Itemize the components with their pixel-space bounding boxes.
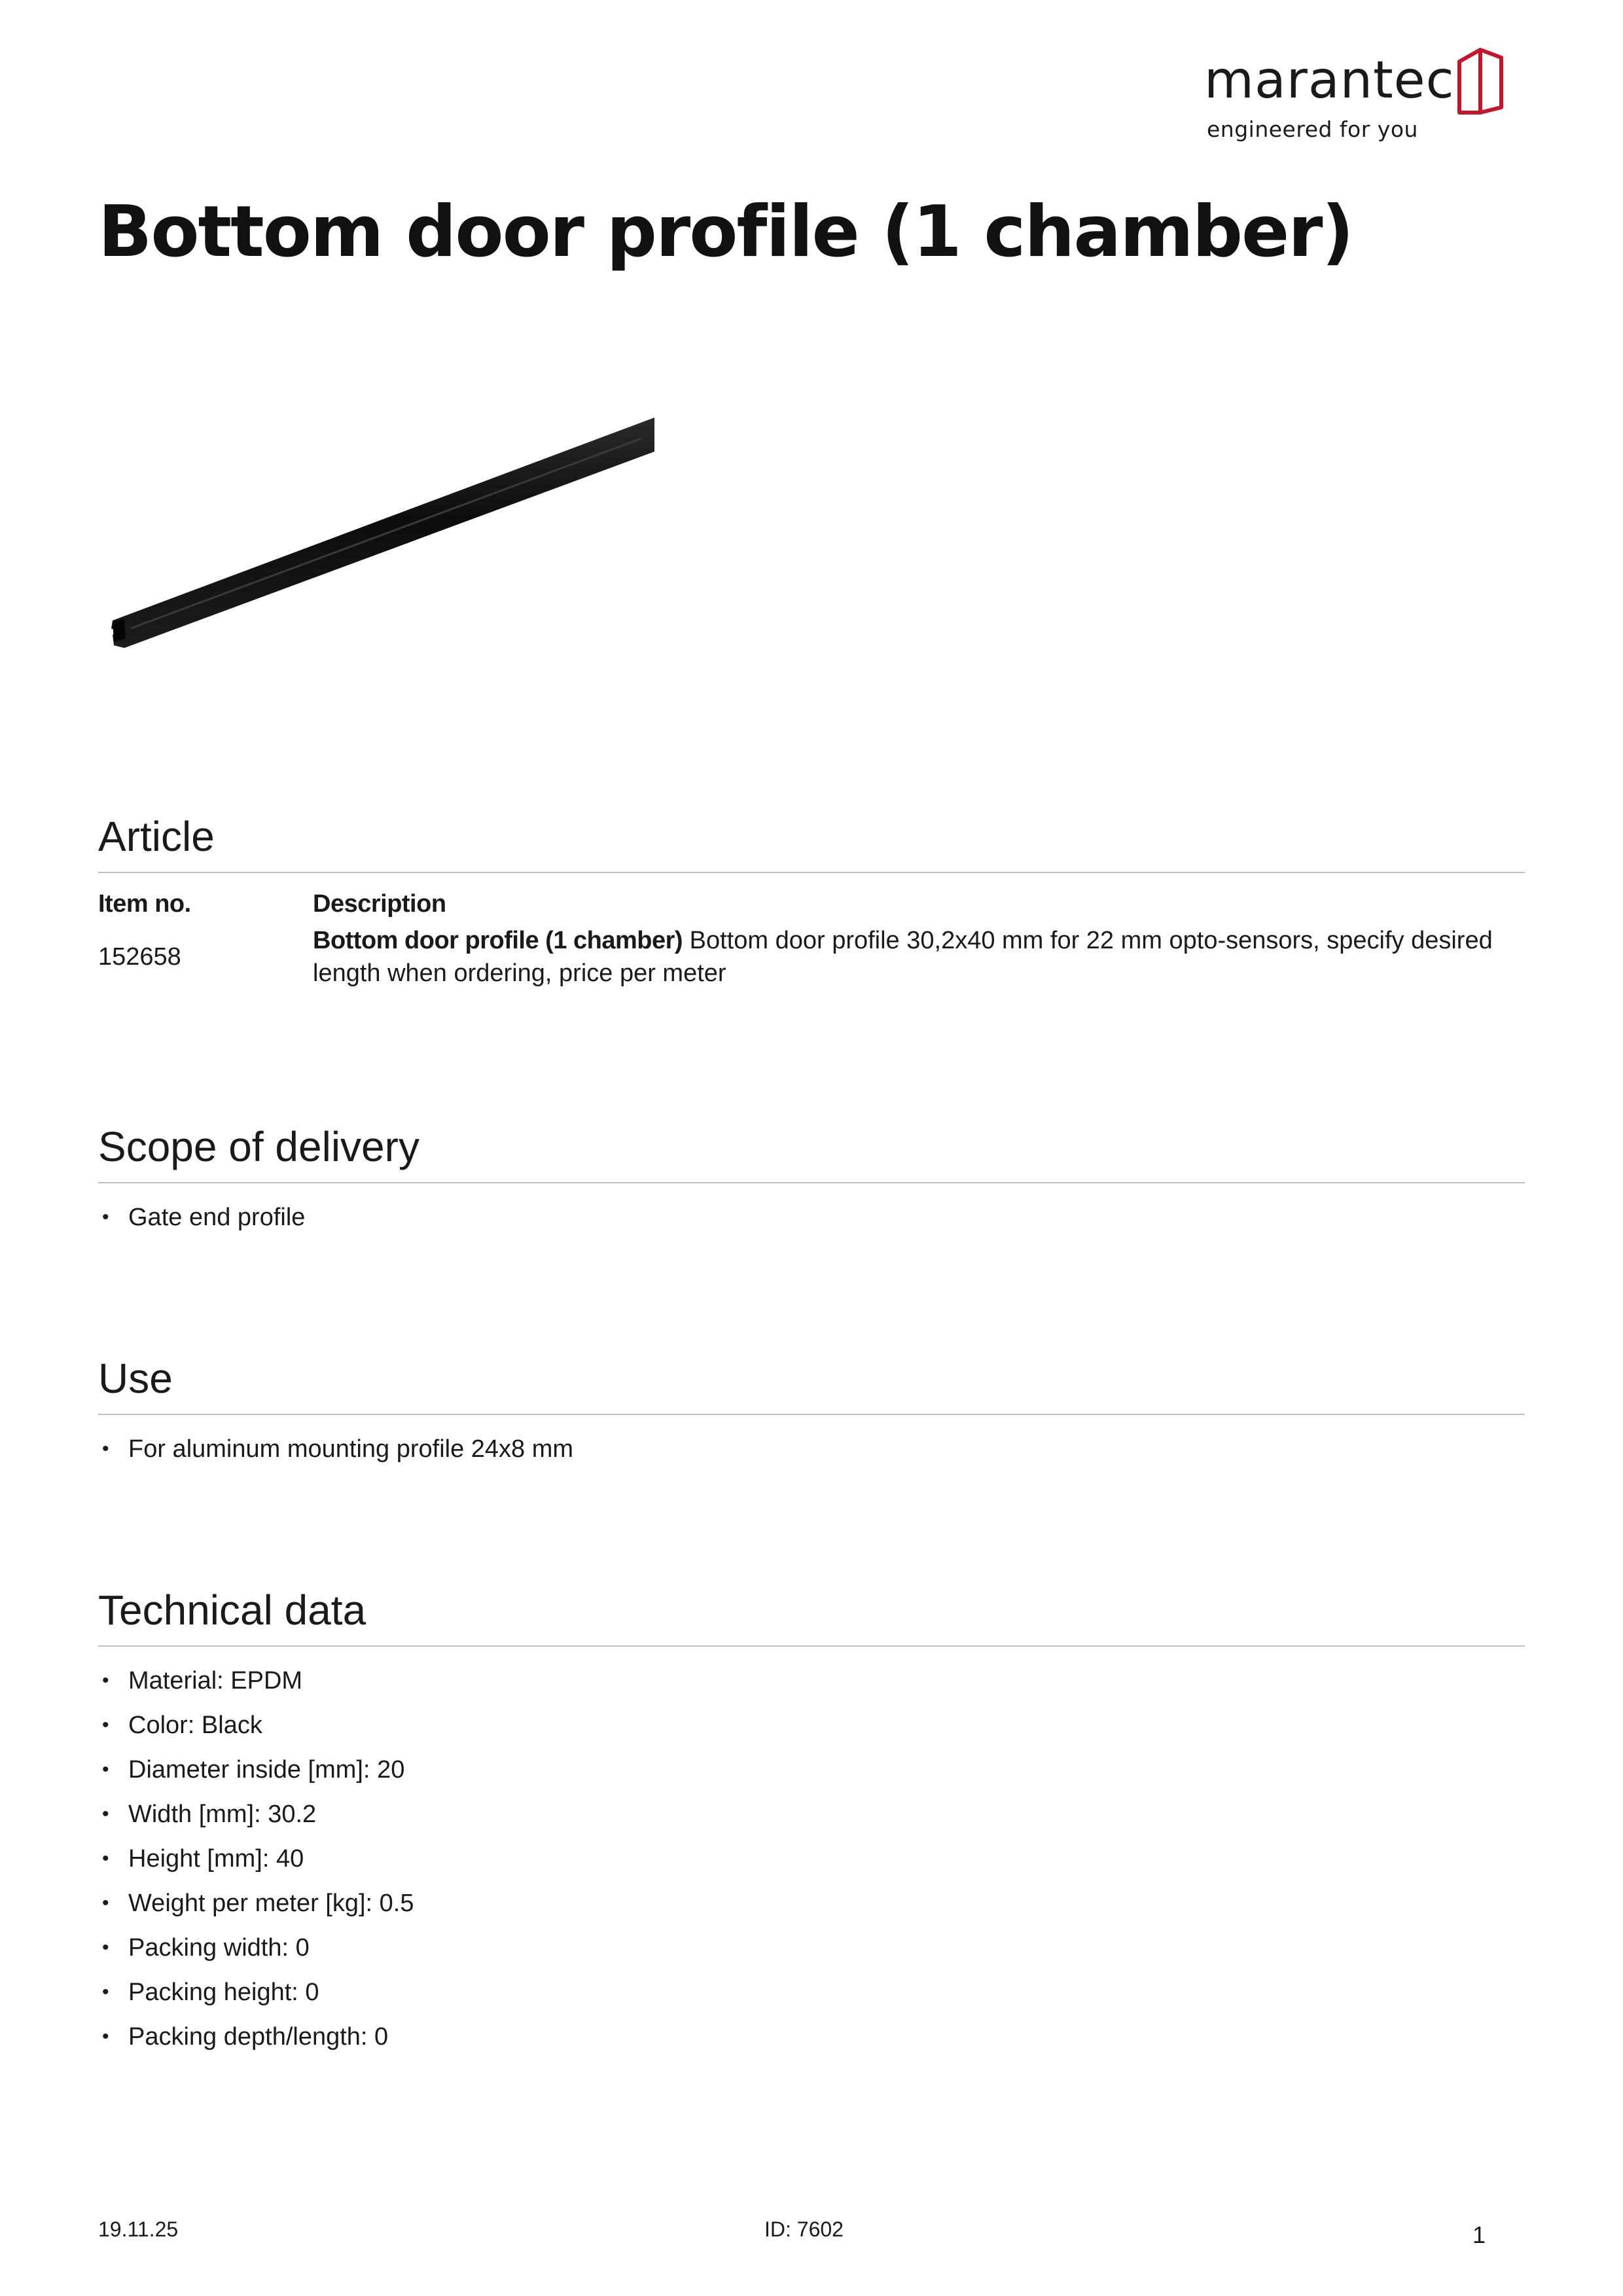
footer-date: 19.11.25 [98,2217,179,2241]
door-mark-icon [1455,45,1505,118]
rubber-profile-image [105,412,668,661]
brand-logo [1204,45,1505,143]
technical-section [98,1589,1525,2059]
brand-tagline: engineered for you [1207,117,1418,142]
article-heading: Article [98,816,1525,873]
item-no-header: Item no. [98,890,191,918]
list-item: • Diameter inside [mm]: 20 [98,1748,1525,1792]
technical-heading: Technical data [98,1589,1525,1647]
article-section [98,813,1525,990]
use-heading: Use [98,1357,1525,1415]
description-product-name: Bottom door profile (1 chamber) [313,927,683,954]
technical-list [98,1659,1525,2059]
list-item: • Packing height: 0 [98,1970,1525,2015]
list-item: • Gate end profile [98,1195,1525,1240]
footer-id: ID: 7602 [764,2217,844,2241]
use-section [98,1357,1525,1471]
list-item: • Packing width: 0 [98,1926,1525,1970]
description-header: Description [313,890,446,918]
page-number: 1 [1472,2221,1486,2248]
use-list [98,1427,1525,1471]
scope-heading: Scope of delivery [98,1126,1525,1183]
table-row [98,924,1525,990]
list-item: • Material: EPDM [98,1659,1525,1703]
list-item: • Color: Black [98,1703,1525,1748]
page-title: Bottom door profile (1 chamber) [98,191,1353,273]
description-text: Bottom door profile 30,2x40 mm for 22 mm opto-sensors, specify desired length when ordering, price per meter [313,927,1493,987]
list-item: • Weight per meter [kg]: 0.5 [98,1881,1525,1926]
scope-list [98,1195,1525,1240]
item-no-value: 152658 [98,943,181,971]
list-item: • Packing depth/length: 0 [98,2015,1525,2059]
list-item: • Height [mm]: 40 [98,1837,1525,1881]
article-table [98,888,1525,990]
scope-section [98,1123,1525,1240]
brand-name: marantec [1204,51,1455,110]
list-item: • Width [mm]: 30.2 [98,1792,1525,1837]
description-value [313,924,1525,990]
list-item: • For aluminum mounting profile 24x8 mm [98,1427,1525,1471]
